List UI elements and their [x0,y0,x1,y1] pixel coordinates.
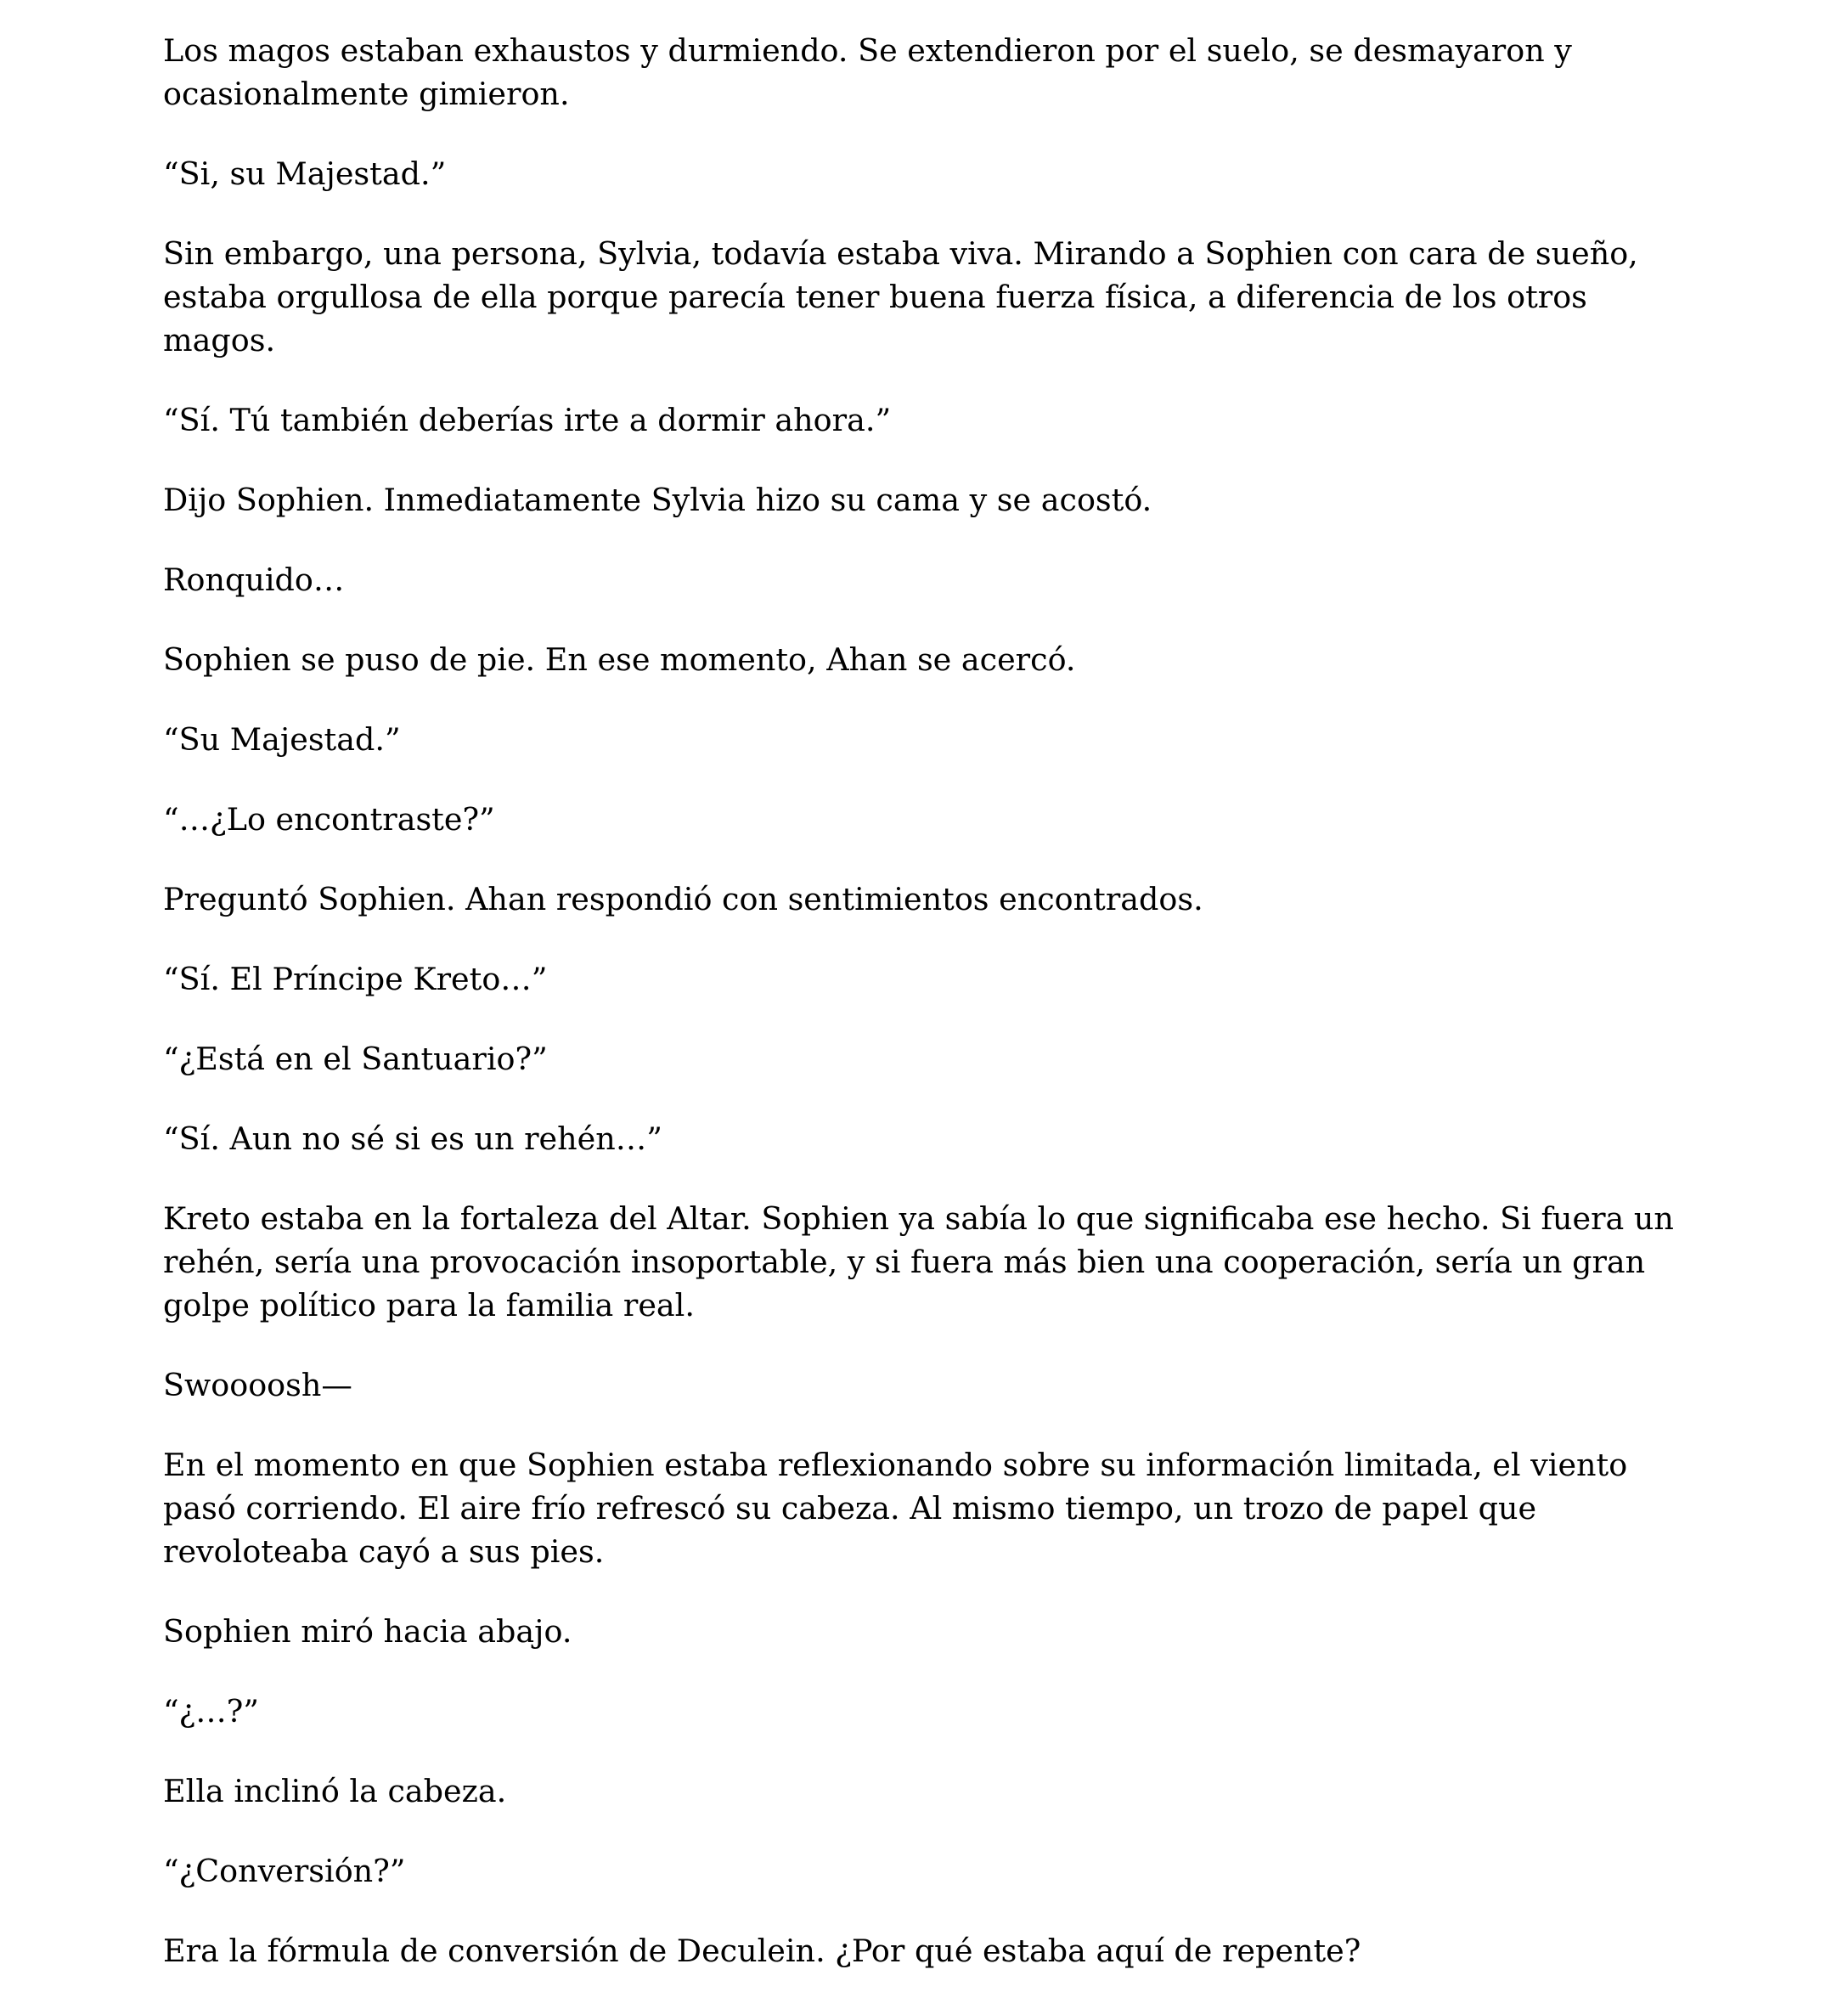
paragraph: “Sí. Aun no sé si es un rehén…” [163,1120,662,1157]
paragraph: “Si, su Majestad.” [163,155,447,192]
paragraph: “Sí. El Príncipe Kreto…” [163,961,548,997]
paragraph: Preguntó Sophien. Ahan respondió con sentimientos encontrados. [163,881,1203,917]
paragraph: Ronquido… [163,562,345,598]
paragraph: “¿Conversión?” [163,1853,406,1889]
paragraph: Los magos estaban exhaustos y durmiendo. Se extendieron por el suelo, se desmayaron y ocasionalmente gimieron. [163,32,1572,112]
paragraph: “Sí. Tú también deberías irte a dormir ahora.” [163,402,892,438]
paragraph: Ella inclinó la cabeza. [163,1773,507,1809]
paragraph: Sin embargo, una persona, Sylvia, todavía estaba viva. Mirando a Sophien con cara de sueño, estaba orgullosa de ella porque parecía tener buena fuerza física, a diferencia de los otros magos. [163,235,1638,358]
paragraph: Sophien se puso de pie. En ese momento, Ahan se acercó. [163,641,1076,678]
paragraph: En el momento en que Sophien estaba reflexionando sobre su información limitada, el viento pasó corriendo. El aire frío refrescó su cabeza. Al mismo tiempo, un trozo de papel que revoloteaba cayó a sus pies. [163,1447,1628,1570]
paragraph: Era la fórmula de conversión de Deculein. ¿Por qué estaba aquí de repente? [163,1933,1361,1969]
document-page [163,29,1709,2009]
paragraph: Sophien miró hacia abajo. [163,1613,572,1650]
paragraph: “¿…?” [163,1693,259,1730]
paragraph: “Su Majestad.” [163,721,401,758]
paragraph: Dijo Sophien. Inmediatamente Sylvia hizo su cama y se acostó. [163,482,1152,518]
paragraph: “…¿Lo encontraste?” [163,801,495,838]
paragraph: Kreto estaba en la fortaleza del Altar. Sophien ya sabía lo que significaba ese hecho. Si fuera un rehén, sería una provocación insoportable, y si fuera más bien una cooperación, sería un gran golpe político para la familia real. [163,1200,1674,1323]
paragraph: Swoooosh— [163,1367,352,1403]
paragraph: “¿Está en el Santuario?” [163,1041,548,1077]
